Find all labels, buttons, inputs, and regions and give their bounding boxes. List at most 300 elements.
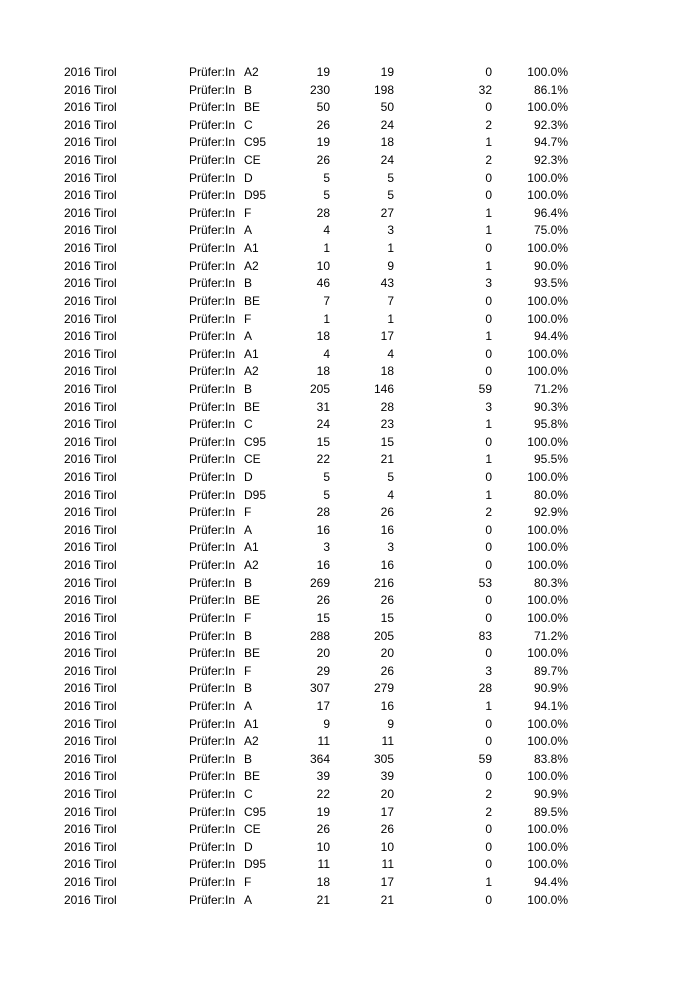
- passed-cell: 26: [380, 663, 394, 678]
- year-cell: 2016 Tirol: [64, 434, 117, 449]
- failed-cell: 2: [485, 505, 492, 520]
- license-class-cell: D95: [244, 487, 267, 502]
- failed-cell: 1: [485, 452, 492, 467]
- passed-cell: 26: [380, 822, 394, 837]
- failed-cell: 2: [485, 153, 492, 168]
- pass-rate-cell: 92.9%: [533, 505, 568, 520]
- passed-cell: 43: [380, 276, 394, 291]
- year-cell: 2016 Tirol: [64, 276, 117, 291]
- table-row: [0, 434, 700, 452]
- passed-cell: 1: [387, 311, 394, 326]
- passed-cell: 26: [380, 593, 394, 608]
- license-class-cell: B: [244, 82, 253, 97]
- license-class-cell: CE: [244, 153, 261, 168]
- passed-cell: 28: [380, 399, 394, 414]
- examiner-cell: Prüfer:In: [189, 593, 236, 608]
- failed-cell: 53: [478, 575, 492, 590]
- year-cell: 2016 Tirol: [64, 663, 117, 678]
- table-row: [0, 575, 700, 593]
- table-row: [0, 733, 700, 751]
- total-cell: 18: [316, 364, 330, 379]
- failed-cell: 0: [485, 558, 492, 573]
- pass-rate-cell: 100.0%: [527, 100, 568, 115]
- pass-rate-cell: 100.0%: [527, 434, 568, 449]
- passed-cell: 24: [380, 117, 394, 132]
- failed-cell: 0: [485, 346, 492, 361]
- examiner-cell: Prüfer:In: [189, 346, 236, 361]
- license-class-cell: C: [244, 417, 253, 432]
- license-class-cell: F: [244, 505, 252, 520]
- passed-cell: 5: [387, 170, 394, 185]
- pass-rate-cell: 71.2%: [533, 381, 568, 396]
- passed-cell: 16: [380, 558, 394, 573]
- pass-rate-cell: 100.0%: [527, 522, 568, 537]
- examiner-cell: Prüfer:In: [189, 65, 236, 79]
- pass-rate-cell: 100.0%: [527, 558, 568, 573]
- year-cell: 2016 Tirol: [64, 470, 117, 485]
- table-row: [0, 64, 700, 82]
- passed-cell: 18: [380, 364, 394, 379]
- table-row: [0, 222, 700, 240]
- year-cell: 2016 Tirol: [64, 505, 117, 520]
- year-cell: 2016 Tirol: [64, 646, 117, 661]
- passed-cell: 26: [380, 505, 394, 520]
- license-class-cell: A: [244, 329, 253, 344]
- total-cell: 5: [323, 470, 330, 485]
- passed-cell: 198: [373, 82, 394, 97]
- license-class-cell: BE: [244, 399, 261, 414]
- total-cell: 10: [316, 839, 330, 854]
- passed-cell: 5: [387, 188, 394, 203]
- pass-rate-cell: 100.0%: [527, 593, 568, 608]
- license-class-cell: F: [244, 311, 252, 326]
- examiner-cell: Prüfer:In: [189, 857, 236, 872]
- total-cell: 28: [316, 205, 330, 220]
- license-class-cell: F: [244, 663, 252, 678]
- failed-cell: 2: [485, 786, 492, 801]
- license-class-cell: D95: [244, 188, 267, 203]
- table-row: [0, 451, 700, 469]
- failed-cell: 0: [485, 610, 492, 625]
- examiner-cell: Prüfer:In: [189, 188, 236, 203]
- pass-rate-cell: 100.0%: [527, 822, 568, 837]
- failed-cell: 0: [485, 311, 492, 326]
- failed-cell: 0: [485, 857, 492, 872]
- failed-cell: 0: [485, 364, 492, 379]
- failed-cell: 59: [478, 751, 492, 766]
- license-class-cell: A2: [244, 558, 259, 573]
- total-cell: 22: [316, 452, 330, 467]
- table-row: [0, 469, 700, 487]
- license-class-cell: C95: [244, 434, 267, 449]
- table-row: [0, 346, 700, 364]
- year-cell: 2016 Tirol: [64, 100, 117, 115]
- pass-rate-cell: 92.3%: [533, 153, 568, 168]
- total-cell: 1: [323, 311, 330, 326]
- examiner-cell: Prüfer:In: [189, 311, 236, 326]
- year-cell: 2016 Tirol: [64, 223, 117, 238]
- total-cell: 28: [316, 505, 330, 520]
- license-class-cell: A2: [244, 734, 259, 749]
- year-cell: 2016 Tirol: [64, 329, 117, 344]
- examiner-cell: Prüfer:In: [189, 276, 236, 291]
- examiner-cell: Prüfer:In: [189, 769, 236, 784]
- license-class-cell: F: [244, 610, 252, 625]
- failed-cell: 0: [485, 769, 492, 784]
- total-cell: 19: [316, 135, 330, 150]
- pass-rate-cell: 93.5%: [533, 276, 568, 291]
- year-cell: 2016 Tirol: [64, 698, 117, 713]
- examiner-cell: Prüfer:In: [189, 258, 236, 273]
- examiner-cell: Prüfer:In: [189, 663, 236, 678]
- pass-rate-cell: 90.3%: [533, 399, 568, 414]
- passed-cell: 11: [381, 734, 394, 749]
- failed-cell: 1: [485, 205, 492, 220]
- examiner-cell: Prüfer:In: [189, 487, 236, 502]
- pass-rate-cell: 100.0%: [527, 610, 568, 625]
- table-row: [0, 680, 700, 698]
- pass-rate-cell: 95.5%: [533, 452, 568, 467]
- pass-rate-cell: 80.0%: [533, 487, 568, 502]
- passed-cell: 17: [380, 804, 394, 819]
- pass-rate-cell: 83.8%: [533, 751, 568, 766]
- year-cell: 2016 Tirol: [64, 399, 117, 414]
- examiner-cell: Prüfer:In: [189, 117, 236, 132]
- license-class-cell: CE: [244, 822, 261, 837]
- license-class-cell: A: [244, 522, 253, 537]
- total-cell: 9: [323, 716, 330, 731]
- year-cell: 2016 Tirol: [64, 452, 117, 467]
- passed-cell: 3: [387, 223, 394, 238]
- total-cell: 11: [317, 734, 330, 749]
- passed-cell: 11: [381, 857, 394, 872]
- license-class-cell: A1: [244, 540, 259, 555]
- license-class-cell: C: [244, 786, 253, 801]
- year-cell: 2016 Tirol: [64, 82, 117, 97]
- pass-rate-cell: 71.2%: [533, 628, 568, 643]
- passed-cell: 146: [373, 381, 394, 396]
- table-row: [0, 170, 700, 188]
- table-row: [0, 768, 700, 786]
- passed-cell: 9: [387, 258, 394, 273]
- total-cell: 29: [316, 663, 330, 678]
- examiner-cell: Prüfer:In: [189, 734, 236, 749]
- passed-cell: 305: [373, 751, 394, 766]
- total-cell: 26: [316, 593, 330, 608]
- examiner-cell: Prüfer:In: [189, 610, 236, 625]
- examiner-cell: Prüfer:In: [189, 170, 236, 185]
- pass-rate-cell: 92.3%: [533, 117, 568, 132]
- failed-cell: 83: [478, 628, 492, 643]
- license-class-cell: BE: [244, 769, 261, 784]
- examiner-cell: Prüfer:In: [189, 82, 236, 97]
- passed-cell: 50: [380, 100, 394, 115]
- year-cell: 2016 Tirol: [64, 381, 117, 396]
- examiner-cell: Prüfer:In: [189, 223, 236, 238]
- total-cell: 26: [316, 153, 330, 168]
- table-row: [0, 786, 700, 804]
- failed-cell: 1: [485, 698, 492, 713]
- license-class-cell: B: [244, 628, 253, 643]
- passed-cell: 17: [380, 329, 394, 344]
- examiner-cell: Prüfer:In: [189, 434, 236, 449]
- passed-cell: 15: [380, 434, 394, 449]
- pass-rate-cell: 90.0%: [533, 258, 568, 273]
- failed-cell: 3: [485, 276, 492, 291]
- failed-cell: 1: [485, 223, 492, 238]
- pass-rate-cell: 96.4%: [533, 205, 568, 220]
- table-row: [0, 751, 700, 769]
- examiner-cell: Prüfer:In: [189, 646, 236, 661]
- year-cell: 2016 Tirol: [64, 804, 117, 819]
- passed-cell: 3: [387, 540, 394, 555]
- failed-cell: 0: [485, 188, 492, 203]
- year-cell: 2016 Tirol: [64, 170, 117, 185]
- table-row: [0, 856, 700, 874]
- failed-cell: 0: [485, 822, 492, 837]
- license-class-cell: BE: [244, 293, 261, 308]
- failed-cell: 1: [485, 875, 492, 890]
- passed-cell: 23: [380, 417, 394, 432]
- table-row: [0, 821, 700, 839]
- year-cell: 2016 Tirol: [64, 875, 117, 890]
- failed-cell: 3: [485, 399, 492, 414]
- failed-cell: 0: [485, 470, 492, 485]
- year-cell: 2016 Tirol: [64, 293, 117, 308]
- examiner-cell: Prüfer:In: [189, 100, 236, 115]
- total-cell: 5: [323, 487, 330, 502]
- table-row: [0, 557, 700, 575]
- license-class-cell: A: [244, 223, 253, 238]
- passed-cell: 279: [373, 681, 394, 696]
- year-cell: 2016 Tirol: [64, 540, 117, 555]
- year-cell: 2016 Tirol: [64, 346, 117, 361]
- passed-cell: 15: [380, 610, 394, 625]
- table-row: [0, 592, 700, 610]
- total-cell: 288: [309, 628, 330, 643]
- examiner-cell: Prüfer:In: [189, 241, 236, 256]
- pass-rate-cell: 95.8%: [533, 417, 568, 432]
- table-row: [0, 874, 700, 892]
- pass-rate-cell: 100.0%: [527, 839, 568, 854]
- failed-cell: 0: [485, 540, 492, 555]
- year-cell: 2016 Tirol: [64, 716, 117, 731]
- total-cell: 50: [316, 100, 330, 115]
- total-cell: 18: [316, 875, 330, 890]
- failed-cell: 0: [485, 716, 492, 731]
- year-cell: 2016 Tirol: [64, 734, 117, 749]
- examiner-cell: Prüfer:In: [189, 364, 236, 379]
- failed-cell: 28: [478, 681, 492, 696]
- year-cell: 2016 Tirol: [64, 628, 117, 643]
- total-cell: 26: [316, 822, 330, 837]
- license-class-cell: B: [244, 381, 253, 396]
- failed-cell: 0: [485, 241, 492, 256]
- passed-cell: 24: [380, 153, 394, 168]
- examiner-cell: Prüfer:In: [189, 505, 236, 520]
- year-cell: 2016 Tirol: [64, 786, 117, 801]
- table-row: [0, 487, 700, 505]
- total-cell: 31: [316, 399, 330, 414]
- examiner-cell: Prüfer:In: [189, 205, 236, 220]
- failed-cell: 0: [485, 839, 492, 854]
- failed-cell: 1: [485, 417, 492, 432]
- examiner-cell: Prüfer:In: [189, 153, 236, 168]
- spreadsheet-table: [0, 64, 700, 909]
- failed-cell: 0: [485, 293, 492, 308]
- failed-cell: 0: [485, 522, 492, 537]
- year-cell: 2016 Tirol: [64, 258, 117, 273]
- pass-rate-cell: 100.0%: [527, 241, 568, 256]
- year-cell: 2016 Tirol: [64, 839, 117, 854]
- passed-cell: 27: [380, 205, 394, 220]
- passed-cell: 1: [387, 241, 394, 256]
- license-class-cell: F: [244, 875, 252, 890]
- table-row: [0, 610, 700, 628]
- year-cell: 2016 Tirol: [64, 822, 117, 837]
- year-cell: 2016 Tirol: [64, 153, 117, 168]
- passed-cell: 4: [387, 487, 394, 502]
- year-cell: 2016 Tirol: [64, 522, 117, 537]
- pass-rate-cell: 80.3%: [533, 575, 568, 590]
- pass-rate-cell: 94.1%: [533, 698, 568, 713]
- pass-rate-cell: 100.0%: [527, 65, 568, 79]
- year-cell: 2016 Tirol: [64, 135, 117, 150]
- pass-rate-cell: 94.4%: [533, 875, 568, 890]
- examiner-cell: Prüfer:In: [189, 540, 236, 555]
- pass-rate-cell: 75.0%: [533, 223, 568, 238]
- failed-cell: 0: [485, 65, 492, 79]
- table-row: [0, 99, 700, 117]
- year-cell: 2016 Tirol: [64, 241, 117, 256]
- table-row: [0, 311, 700, 329]
- table-row: [0, 328, 700, 346]
- total-cell: 16: [316, 558, 330, 573]
- examiner-cell: Prüfer:In: [189, 575, 236, 590]
- table-row: [0, 645, 700, 663]
- license-class-cell: A1: [244, 346, 259, 361]
- passed-cell: 19: [380, 65, 394, 79]
- license-class-cell: F: [244, 205, 252, 220]
- passed-cell: 16: [380, 698, 394, 713]
- passed-cell: 9: [387, 716, 394, 731]
- table-row: [0, 716, 700, 734]
- passed-cell: 21: [380, 892, 394, 907]
- pass-rate-cell: 94.4%: [533, 329, 568, 344]
- total-cell: 230: [309, 82, 330, 97]
- year-cell: 2016 Tirol: [64, 857, 117, 872]
- license-class-cell: A2: [244, 364, 259, 379]
- table-row: [0, 152, 700, 170]
- license-class-cell: B: [244, 575, 253, 590]
- total-cell: 5: [323, 170, 330, 185]
- pass-rate-cell: 89.7%: [533, 663, 568, 678]
- examiner-cell: Prüfer:In: [189, 293, 236, 308]
- failed-cell: 0: [485, 892, 492, 907]
- table-row: [0, 892, 700, 910]
- failed-cell: 32: [478, 82, 492, 97]
- license-class-cell: C95: [244, 804, 267, 819]
- examiner-cell: Prüfer:In: [189, 417, 236, 432]
- pass-rate-cell: 90.9%: [533, 681, 568, 696]
- table-row: [0, 539, 700, 557]
- table-row: [0, 117, 700, 135]
- license-class-cell: D95: [244, 857, 267, 872]
- year-cell: 2016 Tirol: [64, 681, 117, 696]
- license-class-cell: BE: [244, 100, 261, 115]
- failed-cell: 0: [485, 434, 492, 449]
- failed-cell: 0: [485, 734, 492, 749]
- table-row: [0, 381, 700, 399]
- failed-cell: 0: [485, 646, 492, 661]
- total-cell: 19: [316, 804, 330, 819]
- year-cell: 2016 Tirol: [64, 610, 117, 625]
- pass-rate-cell: 86.1%: [533, 82, 568, 97]
- failed-cell: 1: [485, 258, 492, 273]
- license-class-cell: A2: [244, 65, 259, 79]
- pass-rate-cell: 100.0%: [527, 540, 568, 555]
- year-cell: 2016 Tirol: [64, 364, 117, 379]
- table-row: [0, 522, 700, 540]
- year-cell: 2016 Tirol: [64, 487, 117, 502]
- failed-cell: 0: [485, 170, 492, 185]
- license-class-cell: A1: [244, 716, 259, 731]
- pass-rate-cell: 100.0%: [527, 769, 568, 784]
- examiner-cell: Prüfer:In: [189, 381, 236, 396]
- table-row: [0, 399, 700, 417]
- passed-cell: 7: [387, 293, 394, 308]
- table-row: [0, 275, 700, 293]
- total-cell: 20: [316, 646, 330, 661]
- table-row: [0, 187, 700, 205]
- failed-cell: 0: [485, 593, 492, 608]
- license-class-cell: B: [244, 751, 253, 766]
- pass-rate-cell: 100.0%: [527, 646, 568, 661]
- examiner-cell: Prüfer:In: [189, 329, 236, 344]
- pass-rate-cell: 100.0%: [527, 857, 568, 872]
- total-cell: 46: [316, 276, 330, 291]
- failed-cell: 2: [485, 804, 492, 819]
- total-cell: 11: [317, 857, 330, 872]
- year-cell: 2016 Tirol: [64, 593, 117, 608]
- year-cell: 2016 Tirol: [64, 65, 117, 79]
- pass-rate-cell: 90.9%: [533, 786, 568, 801]
- examiner-cell: Prüfer:In: [189, 452, 236, 467]
- table-row: [0, 663, 700, 681]
- total-cell: 21: [316, 892, 330, 907]
- failed-cell: 0: [485, 100, 492, 115]
- passed-cell: 16: [380, 522, 394, 537]
- table-row: [0, 628, 700, 646]
- table-row: [0, 698, 700, 716]
- passed-cell: 18: [380, 135, 394, 150]
- table-row: [0, 804, 700, 822]
- total-cell: 5: [323, 188, 330, 203]
- pass-rate-cell: 89.5%: [533, 804, 568, 819]
- year-cell: 2016 Tirol: [64, 769, 117, 784]
- passed-cell: 17: [380, 875, 394, 890]
- total-cell: 4: [323, 346, 330, 361]
- passed-cell: 216: [373, 575, 394, 590]
- year-cell: 2016 Tirol: [64, 751, 117, 766]
- examiner-cell: Prüfer:In: [189, 716, 236, 731]
- license-class-cell: BE: [244, 646, 261, 661]
- license-class-cell: CE: [244, 452, 261, 467]
- examiner-cell: Prüfer:In: [189, 470, 236, 485]
- examiner-cell: Prüfer:In: [189, 892, 236, 907]
- license-class-cell: BE: [244, 593, 261, 608]
- pass-rate-cell: 100.0%: [527, 892, 568, 907]
